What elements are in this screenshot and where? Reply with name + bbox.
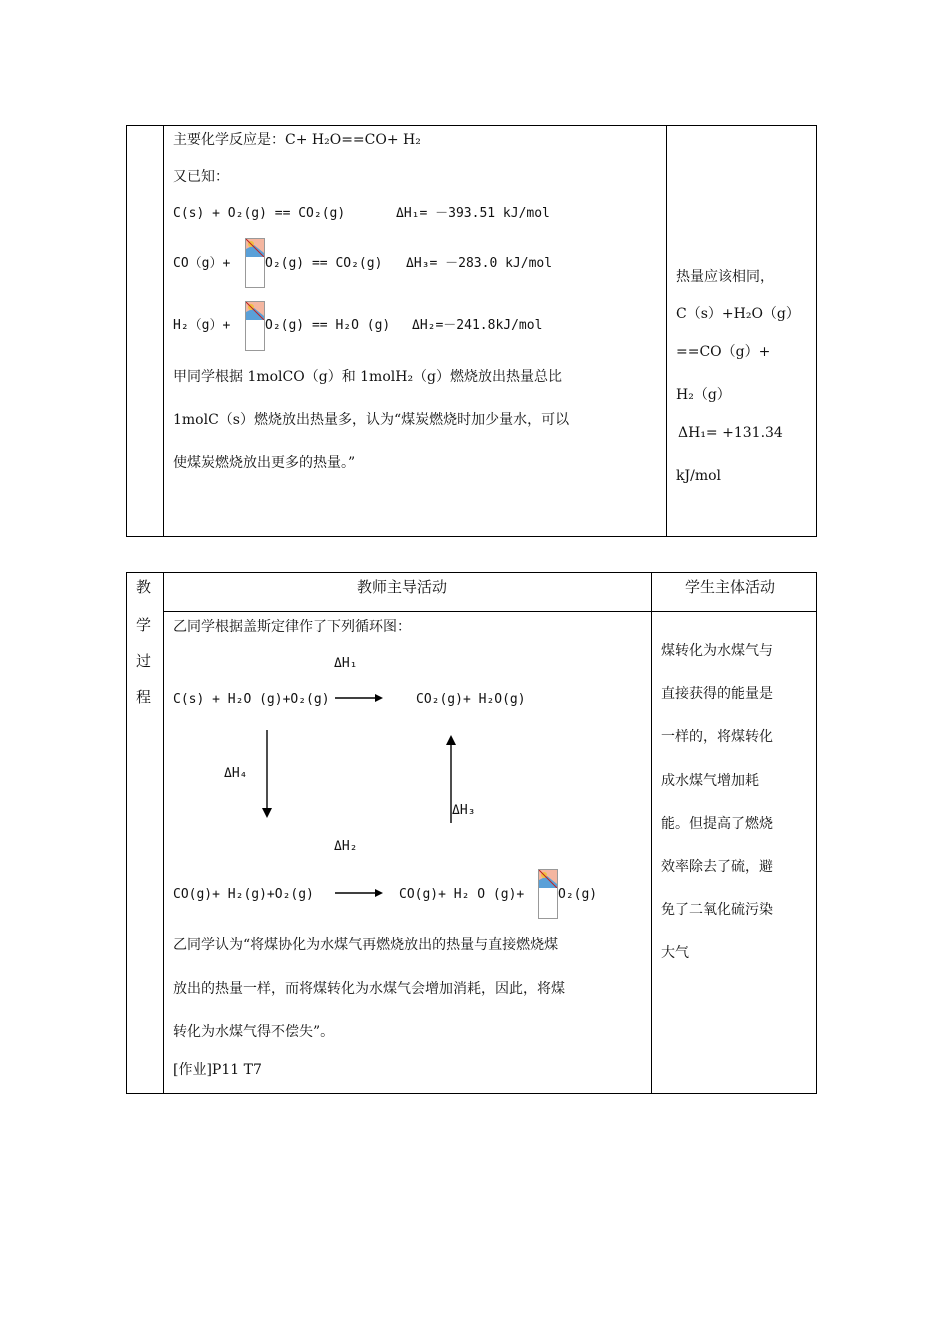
table2-right-border — [816, 572, 817, 1094]
student-line-6: 效率除去了硫，避 — [661, 859, 773, 875]
image-placeholder-icon — [538, 869, 558, 919]
header-teacher: 教师主导活动 — [357, 578, 448, 596]
paragraph-line-1: 甲同学根据 1molCO（g）和 1molH₂（g）燃烧放出热量总比 — [173, 369, 563, 385]
arrow-down-icon — [259, 730, 275, 820]
cycle-top-left: C(s) + H₂O (g)+O₂(g) — [173, 692, 330, 707]
right-note-line-2: C（s）+H₂O（g） — [676, 306, 800, 322]
side-label-4: 程 — [136, 688, 152, 706]
cycle-top-right: CO₂(g)+ H₂O(g) — [416, 692, 526, 707]
right-note-line-3: ==CO（g）+ — [676, 344, 771, 360]
equation-2-right: O₂(g) == CO₂(g) — [265, 256, 383, 271]
table1-left-border — [126, 125, 127, 537]
image-icon — [539, 870, 557, 888]
equation-2-dh: ΔH₃= －283.0 kJ/mol — [406, 256, 553, 271]
equation-1: C(s) + O₂(g) == CO₂(g) — [173, 206, 346, 221]
known-label: 又已知： — [173, 169, 229, 185]
cycle-bottom-right-right: O₂(g) — [558, 887, 598, 902]
student-line-1: 煤转化为水煤气与 — [661, 643, 773, 659]
label-dh1: ΔH₁ — [334, 656, 358, 671]
table2-header-divider — [163, 611, 817, 612]
right-note-line-1: 热量应该相同， — [676, 269, 774, 285]
image-icon — [246, 302, 264, 320]
student-line-3: 一样的，将煤转化 — [661, 729, 773, 745]
equation-2-left: CO（g）+ — [173, 256, 231, 271]
paragraph-line-2: 1molC（s）燃烧放出热量多，认为“煤炭燃烧时加少量水，可以 — [173, 412, 570, 428]
label-dh3: ΔH₃ — [452, 803, 476, 818]
student-line-7: 免了二氧化硫污染 — [661, 902, 773, 918]
equation-3-right: O₂(g) == H₂O (g) — [265, 318, 391, 333]
equation-3-dh: ΔH₂=－241.8kJ/mol — [412, 318, 543, 333]
image-placeholder-icon — [245, 238, 265, 288]
image-icon — [246, 239, 264, 257]
cycle-bottom-right-left: CO(g)+ H₂ O (g)+ — [399, 887, 525, 902]
table2-divider-2 — [651, 572, 652, 1094]
student-line-4: 成水煤气增加耗 — [661, 773, 759, 789]
right-note-line-5: ΔH₁= +131.34 — [678, 425, 783, 441]
label-dh4: ΔH₄ — [224, 766, 248, 781]
label-dh2: ΔH₂ — [334, 839, 358, 854]
equation-1-dh: ΔH₁= －393.51 kJ/mol — [396, 206, 550, 221]
equation-3-left: H₂（g）+ — [173, 318, 231, 333]
table1-bottom-border — [126, 536, 817, 537]
right-note-line-4: H₂（g） — [676, 387, 731, 403]
conclusion-line-2: 放出的热量一样，而将煤转化为水煤气会增加消耗，因此，将煤 — [173, 981, 565, 997]
side-label-2: 学 — [136, 616, 152, 634]
table2-left-border — [126, 572, 127, 1094]
side-label-3: 过 — [136, 652, 152, 670]
table1-divider-1 — [163, 125, 164, 537]
table2-bottom-border — [126, 1093, 817, 1094]
cycle-intro: 乙同学根据盖斯定律作了下列循环图： — [173, 619, 411, 635]
side-label-1: 教 — [136, 578, 152, 596]
conclusion-line-3: 转化为水煤气得不偿失”。 — [173, 1024, 335, 1040]
table2-divider-1 — [163, 572, 164, 1094]
table1-top-border — [126, 125, 817, 126]
student-line-5: 能。但提高了燃烧 — [661, 816, 773, 832]
homework-label: [作业]P11 T7 — [173, 1062, 262, 1078]
right-note-line-6: kJ/mol — [676, 468, 721, 484]
table1-right-border — [816, 125, 817, 537]
image-placeholder-icon — [245, 301, 265, 351]
header-student: 学生主体活动 — [685, 578, 776, 596]
table1-divider-2 — [666, 125, 667, 537]
student-line-8: 大气 — [661, 945, 689, 961]
table2-top-border — [126, 572, 817, 573]
cycle-bottom-left: CO(g)+ H₂(g)+O₂(g) — [173, 887, 314, 902]
main-reaction: 主要化学反应是：C+ H₂O==CO+ H₂ — [173, 132, 421, 148]
conclusion-line-1: 乙同学认为“将煤协化为水煤气再燃烧放出的热量与直接燃烧煤 — [173, 937, 559, 953]
student-line-2: 直接获得的能量是 — [661, 686, 773, 702]
paragraph-line-3: 使煤炭燃烧放出更多的热量。” — [173, 455, 356, 471]
arrow-right-icon — [335, 885, 385, 901]
arrow-right-icon — [335, 690, 385, 706]
